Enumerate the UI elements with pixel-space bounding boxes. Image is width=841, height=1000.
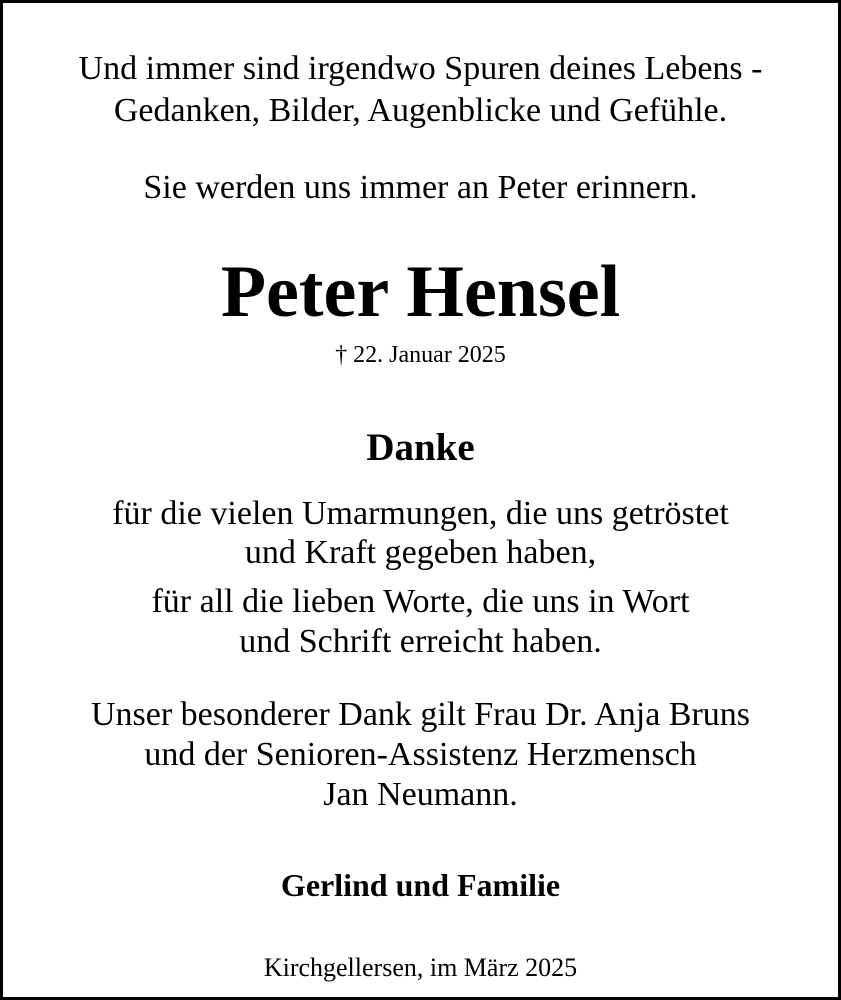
thanks-para3-line2: und der Senioren-Assistenz Herzmensch: [144, 736, 697, 773]
thanks-para2-line2: und Schrift erreicht haben.: [239, 623, 602, 660]
signature: Gerlind und Familie: [280, 867, 561, 903]
thanks-heading: Danke: [366, 426, 475, 469]
thanks-para3-line1: Unser besonderer Dank gilt Frau Dr. Anja Bruns: [90, 696, 751, 733]
thanks-para1-line2: und Kraft gegeben haben,: [244, 534, 597, 571]
death-date: † 22. Januar 2025: [335, 342, 506, 368]
thanks-para1-line1: für die vielen Umarmungen, die uns getröstet: [112, 495, 729, 532]
thanks-para3-line3: Jan Neumann.: [323, 776, 518, 813]
deceased-name: Peter Hensel: [220, 251, 621, 333]
intro-line-1: Und immer sind irgendwo Spuren deines Lebens -: [78, 50, 763, 87]
intro-line-3: Sie werden uns immer an Peter erinnern.: [143, 169, 698, 206]
thanks-para2-line1: für all die lieben Worte, die uns in Wort: [151, 583, 690, 620]
place-date: Kirchgellersen, im März 2025: [263, 953, 578, 982]
intro-line-2: Gedanken, Bilder, Augenblicke und Gefühle.: [113, 92, 728, 129]
